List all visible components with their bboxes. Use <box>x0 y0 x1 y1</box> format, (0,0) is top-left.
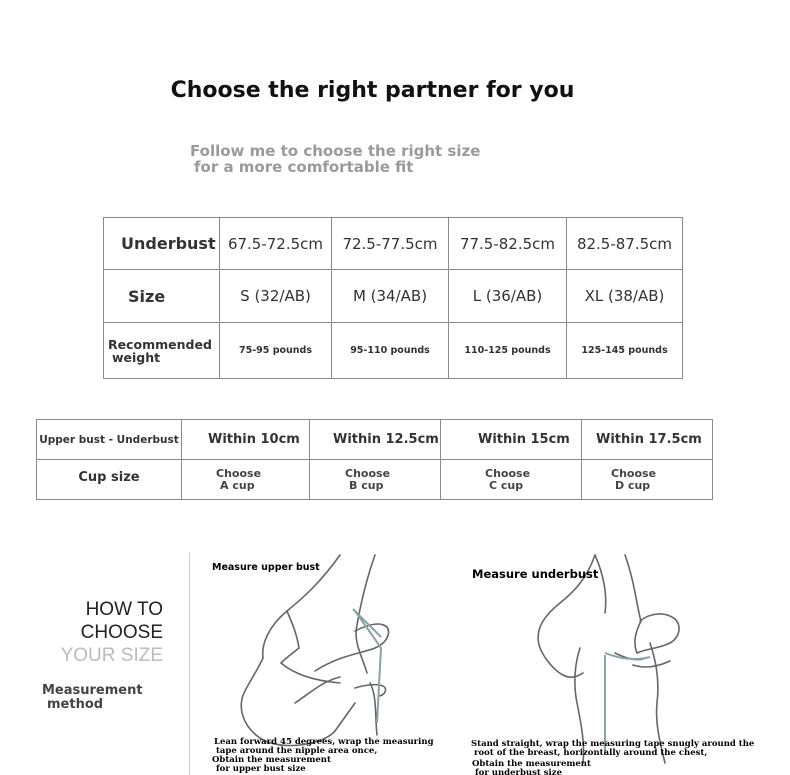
upper-bust-caption-2: tape around the nipple area once, <box>216 746 378 756</box>
underbust-label: Measure underbust <box>472 567 599 581</box>
weight-header <box>104 323 220 379</box>
how-to-line-1: HOW TO <box>85 599 163 620</box>
weight-value: 95-110 pounds <box>332 323 449 379</box>
weight-value: 125-145 pounds <box>567 323 683 379</box>
underbust-header: Underbust <box>104 218 220 270</box>
page-title: Choose the right partner for you <box>170 78 575 103</box>
underbust-caption-2: root of the breast, horizontally around the chest, <box>474 748 708 758</box>
difference-header: Upper bust - Underbust <box>37 420 182 460</box>
weight-value: 75-95 pounds <box>220 323 332 379</box>
upper-bust-label: Measure upper bust <box>212 562 320 573</box>
how-to-choose-heading <box>43 598 163 667</box>
size-value: XL (38/AB) <box>567 270 683 323</box>
divider <box>189 553 190 775</box>
upper-bust-illustration <box>195 553 465 775</box>
subtitle-line-1: Follow me to choose the right size <box>190 142 481 160</box>
underbust-illustration <box>465 553 785 775</box>
cup-range: Within 12.5cm <box>310 420 441 460</box>
cup-choice: Choose C cup <box>441 460 582 500</box>
underbust-caption-3: Obtain the measurement <box>472 759 591 769</box>
size-header: Size <box>104 270 220 323</box>
underbust-caption-1: Stand straight, wrap the measuring tape snugly around the <box>471 739 755 749</box>
upper-bust-caption-4: for upper bust size <box>216 764 306 774</box>
cup-choice: Choose A cup <box>182 460 310 500</box>
weight-value: 110-125 pounds <box>449 323 567 379</box>
underbust-value: 77.5-82.5cm <box>449 218 567 270</box>
measurement-method-label: Measurement method <box>42 683 143 712</box>
how-to-line-3: YOUR SIZE <box>60 645 163 666</box>
weight-header-line-1: Recommended <box>108 336 212 352</box>
underbust-value: 72.5-77.5cm <box>332 218 449 270</box>
size-value: L (36/AB) <box>449 270 567 323</box>
cup-choice: Choose D cup <box>582 460 713 500</box>
how-to-line-2: CHOOSE <box>80 622 163 643</box>
cup-choice: Choose B cup <box>310 460 441 500</box>
cup-range: Within 15cm <box>441 420 582 460</box>
subtitle-line-2: for a more comfortable fit <box>194 158 414 176</box>
cup-range: Within 17.5cm <box>582 420 713 460</box>
cup-range: Within 10cm <box>182 420 310 460</box>
underbust-value: 82.5-87.5cm <box>567 218 683 270</box>
underbust-value: 67.5-72.5cm <box>220 218 332 270</box>
cup-table <box>36 419 713 500</box>
cup-size-header: Cup size <box>37 460 182 500</box>
upper-bust-caption-1: Lean forward 45 degrees, wrap the measuring <box>214 737 434 747</box>
weight-header-line-2: weight <box>112 349 161 365</box>
size-value: M (34/AB) <box>332 270 449 323</box>
underbust-caption-4: for underbust size <box>475 768 562 775</box>
size-table <box>103 217 683 379</box>
size-value: S (32/AB) <box>220 270 332 323</box>
upper-bust-caption-3: Obtain the measurement <box>212 755 331 765</box>
subtitle <box>190 143 480 175</box>
